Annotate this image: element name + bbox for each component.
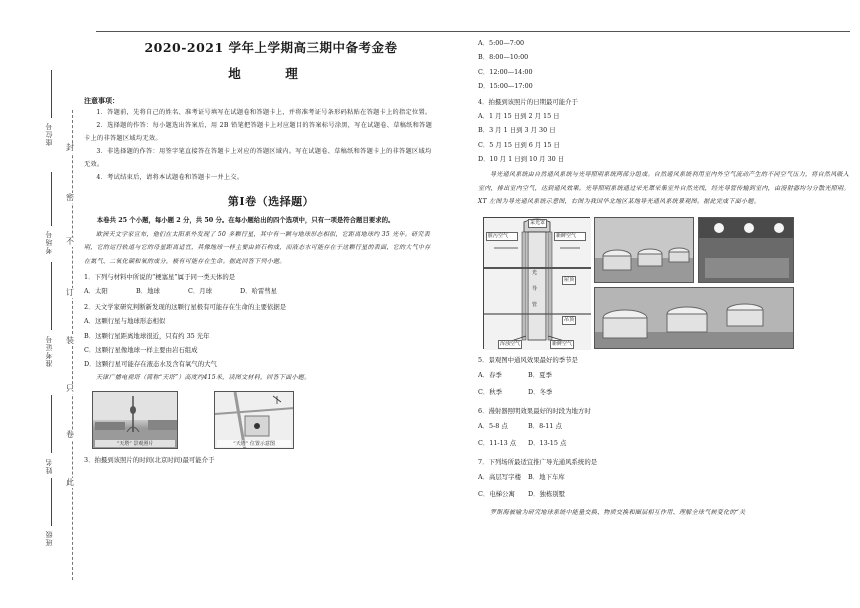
right-column bbox=[478, 36, 852, 520]
question-options bbox=[478, 486, 852, 504]
section-title: 第Ⅰ卷（选择题） bbox=[227, 195, 315, 208]
seal-char: 密 bbox=[66, 193, 74, 202]
class-field[interactable] bbox=[51, 478, 52, 526]
question-options bbox=[478, 435, 852, 453]
option[interactable]: A．春季 bbox=[478, 370, 502, 379]
diagram-label: 屋顶 bbox=[564, 276, 575, 283]
question-stem: 1．下列与材料中所说的“梗塞星”属于同一类天体的是 bbox=[84, 273, 236, 281]
option[interactable]: A．1 月 15 日到 2 月 15 日 bbox=[478, 112, 560, 121]
option[interactable]: D．13-15 点 bbox=[528, 439, 567, 448]
question-options bbox=[478, 418, 852, 436]
question-stem: 7．下列场所最适宜推广导光通风系统的是 bbox=[478, 457, 598, 466]
option[interactable]: B．这颗行星距离地球很近，只有约 35 光年 bbox=[84, 331, 210, 340]
question-stem: 2．天文学家研究判断新发现的这颗行星极有可能存在生命的主要依据是 bbox=[84, 303, 287, 312]
figure-tower bbox=[84, 389, 434, 451]
option[interactable]: C．秋季 bbox=[478, 388, 503, 397]
passage: 罗斯海被喻为研究地球系统中能量交换、物质交换和圈层相互作用、理解全球气候变化的“关 bbox=[490, 508, 746, 516]
option[interactable]: B．地球 bbox=[136, 287, 160, 295]
exam-subject: 地 理 bbox=[228, 66, 314, 81]
exam-title: 2020-2021 学年上学期高三期中备考金卷 bbox=[144, 40, 398, 55]
seal-char: 此 bbox=[66, 478, 74, 487]
diagram-label: 新鲜空气 bbox=[552, 340, 573, 347]
class-label: 班级 bbox=[45, 530, 53, 546]
option[interactable]: B．3 月 1 日到 3 月 30 日 bbox=[478, 126, 556, 135]
option[interactable]: C．12:00—14:00 bbox=[478, 67, 533, 76]
admission-number-field[interactable] bbox=[51, 262, 52, 330]
seal-char: 卷 bbox=[66, 430, 74, 439]
tower-photo bbox=[92, 391, 178, 449]
diagram-label: 管 bbox=[532, 301, 538, 308]
left-column bbox=[84, 36, 434, 467]
seat-number-label: 座位号 bbox=[45, 122, 53, 146]
tower-map bbox=[214, 391, 294, 449]
exam-room-field[interactable] bbox=[51, 172, 52, 226]
option[interactable]: D．冬季 bbox=[528, 388, 553, 397]
notice-item: 4．考试结束后，请将本试题卷和答题卡一并上交。 bbox=[96, 174, 244, 181]
seal-char: 装 bbox=[66, 336, 74, 345]
top-rule bbox=[96, 31, 850, 32]
option[interactable]: B．夏季 bbox=[528, 370, 552, 379]
question-options bbox=[478, 384, 852, 402]
option[interactable]: C．5 月 15 日到 6 月 15 日 bbox=[478, 140, 560, 149]
notice-heading: 注意事项： bbox=[84, 96, 119, 105]
passage: 天津广播电视塔（简称“天塔”）高度约415米，读图文材料，回答下面小题。 bbox=[96, 374, 311, 382]
option[interactable]: D．独栋别墅 bbox=[528, 490, 566, 499]
option[interactable]: C．月球 bbox=[188, 287, 213, 295]
admission-number-label: 准考证号 bbox=[45, 335, 53, 367]
name-field[interactable] bbox=[51, 395, 52, 453]
section-intro: 本卷共 25 个小题，每小题 2 分，共 50 分。在每小题给出的四个选项中，只有一项是符合题目要求的。 bbox=[96, 216, 395, 224]
option[interactable]: B．地下车库 bbox=[528, 472, 565, 481]
seal-char: 订 bbox=[66, 288, 74, 297]
skylight-photo bbox=[594, 217, 694, 283]
photo-caption: “天塔” 位置示意图 bbox=[217, 440, 291, 447]
option[interactable]: A．5-8 点 bbox=[478, 421, 508, 430]
option[interactable]: D．这颗行星可能存在液态水及含有氧气的大气 bbox=[84, 360, 217, 369]
option[interactable]: D．15:00—17:00 bbox=[478, 81, 533, 90]
figure-light-guide bbox=[478, 215, 852, 351]
seal-char: 不 bbox=[66, 237, 74, 246]
passage: 导光通风系统由自然通风系统与光导照明系统两部分组成。自然通风系统利用室内外空气流动产生的不同空气压力，将自然风吸入室内，排出室内空气，达到通风效果。光导照明系统通过采光罩采集室外自然光线，经光导管传输到室内，由漫射器均匀分散光照明。XT 左图为导光通风系统示意图，右图为我国华北地区某地导光通风系统景观图。据此完成下面小题。 bbox=[478, 171, 850, 206]
option[interactable]: A．5:00—7:00 bbox=[478, 39, 525, 47]
diagram-label: 脏污空气 bbox=[486, 232, 518, 241]
option[interactable]: B．8:00—10:00 bbox=[478, 53, 529, 62]
question-stem: 4．拍摄到该照片的日期最可能介于 bbox=[478, 98, 578, 107]
binding-margin bbox=[0, 0, 78, 608]
question-stem: 3．拍摄到该照片的时间(北京时间)最可能介于 bbox=[84, 455, 215, 464]
option[interactable]: C．11-13 点 bbox=[478, 439, 517, 448]
option[interactable]: D．10 月 1 日到 10 月 30 日 bbox=[478, 155, 565, 164]
option[interactable]: C．电梯公寓 bbox=[478, 490, 515, 499]
option[interactable]: A．太阳 bbox=[84, 287, 108, 295]
option[interactable]: C．这颗行星像地球一样主要由岩石组成 bbox=[84, 345, 198, 354]
option[interactable]: A．这颗行星与地球形态相似 bbox=[84, 317, 166, 326]
option[interactable]: D．哈雷彗星 bbox=[240, 287, 278, 295]
photo-caption: “天塔” 景观照片 bbox=[95, 440, 175, 447]
diagram-label: 新鲜空气 bbox=[554, 232, 586, 241]
diagram-label: 光 bbox=[532, 269, 538, 276]
option[interactable]: B．8-11 点 bbox=[528, 421, 562, 430]
rooftop-photo bbox=[594, 287, 794, 349]
question-options bbox=[478, 367, 852, 385]
diagram-label: 导 bbox=[532, 285, 538, 292]
passage: 欧洲天文学家宣布，他们在太阳系外发现了 50 多颗行星，其中有一颗与地球形态相似，它距离地球约 35 光年。研究表明，它的运行轨道与它的母星距离适宜，其像地球一样主要由岩石构成，而液态水可能存在于这颗行星的表面，它的大气中存在氮气、二氧化碳和氧的成分，极有可能存在生命。据此回答下列小题。 bbox=[84, 230, 431, 265]
notice-item: 1．答题前，先将自己的姓名、准考证号填写在试题卷和答题卡上，并将准考证号条形码粘贴在答题卡上的指定位置。 bbox=[96, 109, 432, 116]
question-stem: 5．景观图中通风效果最好的季节是 bbox=[478, 355, 578, 364]
seat-number-field[interactable] bbox=[51, 70, 52, 118]
diagram-label: 浑浊空气 bbox=[500, 340, 521, 347]
question-options bbox=[478, 469, 852, 487]
interior-photo bbox=[698, 217, 794, 283]
exam-room-label: 考场号 bbox=[45, 230, 53, 254]
question-options bbox=[84, 284, 434, 298]
diagram-label: 采光罩 bbox=[530, 219, 546, 226]
name-label: 姓名 bbox=[45, 458, 53, 474]
notice-item: 3．非选择题的作答：用签字笔直接答在答题卡上对应的答题区域内。写在试题卷、草稿纸和答题卡上的非答题区域均无效。 bbox=[84, 148, 432, 168]
diagram-label: 吊顶 bbox=[564, 316, 575, 323]
seal-char: 只 bbox=[66, 384, 74, 393]
notice-item: 2．选择题的作答：每小题选出答案后，用 2B 铅笔把答题卡上对应题目的答案标号涂黑，写在试题卷、草稿纸和答题卡上的非答题区域均无效。 bbox=[84, 122, 433, 142]
option[interactable]: A．高层写字楼 bbox=[478, 472, 521, 481]
question-stem: 6．漫射器照明效果最好的时段为地方时 bbox=[478, 406, 591, 415]
seal-char: 封 bbox=[66, 143, 74, 152]
light-guide-diagram bbox=[483, 217, 590, 349]
